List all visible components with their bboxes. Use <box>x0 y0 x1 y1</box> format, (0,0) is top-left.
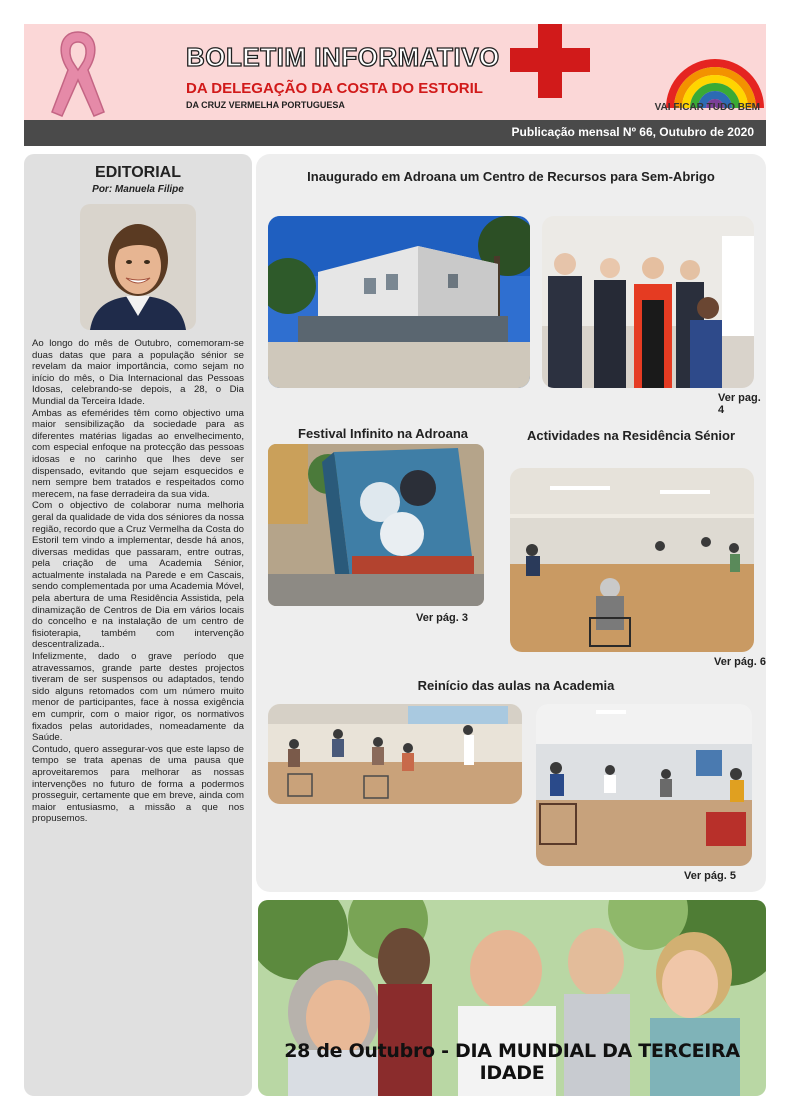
academia-class-photo-1 <box>268 704 522 804</box>
festival-headline: Festival Infinito na Adroana <box>298 426 468 441</box>
motto: VAI FICAR TUDO BEM <box>654 102 760 113</box>
publication-bar <box>24 120 766 146</box>
residencia-page-ref: Ver pág. 6 <box>714 656 766 668</box>
bulletin-subtitle: DA DELEGAÇÃO DA COSTA DO ESTORIL <box>186 80 483 97</box>
adroana-building-photo <box>268 216 530 388</box>
residencia-activity-photo <box>510 468 754 652</box>
academia-headline: Reinício das aulas na Academia <box>417 678 615 693</box>
editorial-paragraph: Infelizmente, dado o grave período que atravessamos, grande parte destes projectos tiveram de ser suspensos ou adaptados, tendo sido alguns retomados com um número muito menor de participantes, face à nossa exigência em cumprir, com o maior rigor, os normativos fixados pelas autoridades, nomeadamente da Saúde. <box>32 651 244 744</box>
festival-mural-photo <box>268 444 484 606</box>
awareness-ribbon-icon <box>38 26 118 118</box>
banner-caption: 28 de Outubro - DIA MUNDIAL DA TERCEIRA IDADE <box>284 1040 740 1084</box>
editorial-text <box>32 338 244 825</box>
rainbow-icon <box>664 30 766 110</box>
editorial-author: Por: Manuela Filipe <box>92 184 184 195</box>
bulletin-organization: DA CRUZ VERMELHA PORTUGUESA <box>186 100 345 110</box>
editorial-column <box>24 154 252 1096</box>
editorial-paragraph: Contudo, quero assegurar-vos que este lapso de tempo se trata apenas de uma pausa que aproveitaremos para melhorar as nossas intervenções no futuro de forma a podermos prosseguir, certamente que em breve, ainda com maior entusiasmo, a missão a que nos propusemos. <box>32 743 244 825</box>
editorial-title: EDITORIAL <box>95 164 181 181</box>
academia-page-ref: Ver pág. 5 <box>684 870 736 882</box>
academia-class-photo-2 <box>536 704 752 866</box>
bulletin-title: BOLETIM INFORMATIVO <box>186 42 500 72</box>
publication-info: Publicação mensal Nº 66, Outubro de 2020 <box>511 125 754 139</box>
masthead <box>24 24 766 120</box>
editorial-paragraph: Ambas as efemérides têm como objectivo uma maior sensibilização da sociedade para as diferentes matérias ligadas ao envelhecimento, com especial enfoque na protecção das pessoas idosas e no carinho que lhes deve ser dispensado, evitando que sejam esquecidos e nem sempre bem tratados e respeitados como merecem, na fase derradeira da sua vida. <box>32 407 244 500</box>
editorial-paragraph: Com o objectivo de colaborar numa melhoria geral da qualidade de vida dos séniores da nossa região, recordo que a Cruz Vermelha da Costa do Estoril tem vindo a implementar, desde há anos, diversas medidas que passaram, entre outras, pela criação de uma Academia Sénior, actualmente instalada na Parede e em Cascais, sendo complementada por uma Academia Móvel, pela abertura de uma Residência Assistida, pela dinamização de Centros de Dia em vários locais do concelho e na instalação de um centro de fisioterapia, também com intervenção descentralizada.. <box>32 500 244 651</box>
residencia-headline: Actividades na Residência Sénior <box>526 428 736 443</box>
author-portrait <box>80 204 196 330</box>
adroana-page-ref: Ver pag. 4 <box>718 392 761 416</box>
articles-panel <box>256 154 766 892</box>
adroana-inauguration-photo <box>542 216 754 388</box>
festival-page-ref: Ver pág. 3 <box>416 612 468 624</box>
elderly-day-banner <box>258 900 766 1096</box>
adroana-headline: Inaugurado em Adroana um Centro de Recursos para Sem-Abrigo <box>307 169 715 184</box>
editorial-paragraph: Ao longo do mês de Outubro, comemoram-se duas datas que para a população sénior se revelam da maior importância, como sejam no início do mês, o Dia Internacional das Pessoas Idosas, celebrando-se depois, a 28, o Dia Mundial da Terceira Idade. <box>32 338 244 407</box>
red-cross-icon <box>510 24 590 98</box>
